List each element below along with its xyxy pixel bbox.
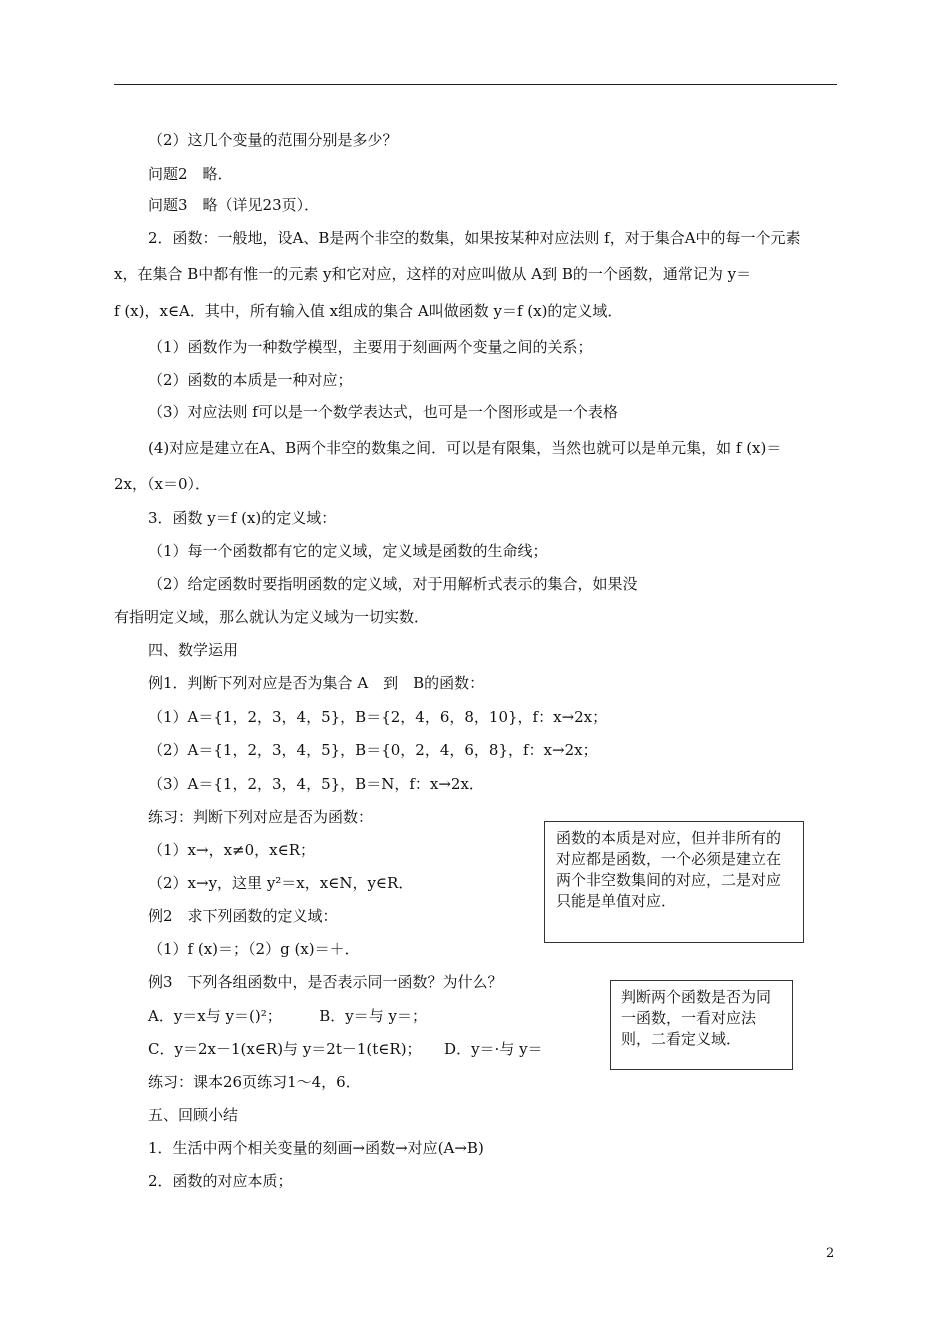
text-line: （1）f (x)＝；（2）g (x)＝＋．	[148, 940, 360, 958]
text-line: 1．生活中两个相关变量的刻画→函数→对应(A→B)	[148, 1139, 484, 1157]
text-line: A．y＝x与 y＝()²； B．y＝与 y＝；	[148, 1007, 427, 1025]
text-line: （2）函数的本质是一种对应；	[148, 371, 353, 389]
text-line: 例2 求下列函数的定义域：	[148, 907, 338, 925]
text-line: （1）函数作为一种数学模型，主要用于刻画两个变量之间的关系；	[148, 338, 593, 356]
text-line: （2）这几个变量的范围分别是多少？	[148, 131, 398, 149]
text-line: （3）A＝{1，2，3，4，5}，B＝N，f：x→2x．	[148, 775, 484, 793]
text-line: 3．函数 y＝f (x)的定义域：	[148, 509, 337, 527]
text-line: （2）x→y，这里 y²＝x，x∈N，y∈R．	[148, 874, 414, 892]
note-text: 函数的本质是对应，但并非所有的对应都是函数，一个必须是建立在两个非空数集间的对应，二是对应只能是单值对应．	[556, 829, 782, 910]
note-box	[610, 980, 793, 1070]
text-line: （1）A＝{1，2，3，4，5}，B＝{2，4，6，8，10}，f：x→2x；	[148, 708, 608, 726]
section-heading: 四、数学运用	[148, 641, 239, 659]
header-rule	[114, 84, 837, 85]
text-line: (4)对应是建立在A、B两个非空的数集之间．可以是有限集，当然也就可以是单元集，如 f (x)＝	[148, 439, 782, 457]
text-line: f (x)，x∈A．其中，所有输入值 x组成的集合 A叫做函数 y＝f (x)的定义域．	[114, 302, 623, 320]
page-number: 2	[826, 1246, 835, 1261]
text-line: 例3 下列各组函数中，是否表示同一函数？为什么？	[148, 973, 503, 991]
text-line: 2x，（x＝0）．	[114, 475, 211, 493]
text-line: 练习：判断下列对应是否为函数：	[148, 808, 374, 826]
text-line: 有指明定义域，那么就认为定义域为一切实数．	[114, 608, 430, 626]
text-line: （2）A＝{1，2，3，4，5}，B＝{0，2，4，6，8}，f：x→2x；	[148, 741, 598, 759]
section-heading: 五、回顾小结	[148, 1106, 239, 1124]
note-text: 判断两个函数是否为同一函数，一看对应法则，二看定义域．	[621, 988, 772, 1048]
text-line: C．y＝2x－1(x∈R)与 y＝2t－1(t∈R)； D．y＝·与 y＝	[148, 1040, 543, 1058]
text-line: x，在集合 B中都有惟一的元素 y和它对应，这样的对应叫做从 A到 B的一个函数，通常记为 y＝	[114, 265, 752, 283]
text-line: （2）给定函数时要指明函数的定义域，对于用解析式表示的集合，如果没	[148, 575, 638, 593]
text-line: 练习：课本26页练习1～4，6．	[148, 1073, 361, 1091]
text-line: （1）x→，x≠0，x∈R；	[148, 841, 316, 859]
text-line: 问题3 略（详见23页）．	[148, 196, 320, 214]
text-line: 2．函数：一般地，设A、B是两个非空的数集，如果按某种对应法则 f，对于集合A中的每一个元素	[148, 229, 801, 247]
text-line: （1）每一个函数都有它的定义域，定义域是函数的生命线；	[148, 542, 548, 560]
text-line: 问题2 略．	[148, 165, 233, 183]
text-line: （3）对应法则 f可以是一个数学表达式，也可是一个图形或是一个表格	[148, 403, 618, 421]
text-line: 2．函数的对应本质；	[148, 1172, 293, 1190]
note-box	[544, 821, 804, 943]
text-line: 例1．判断下列对应是否为集合 A 到 B的函数：	[148, 674, 485, 692]
